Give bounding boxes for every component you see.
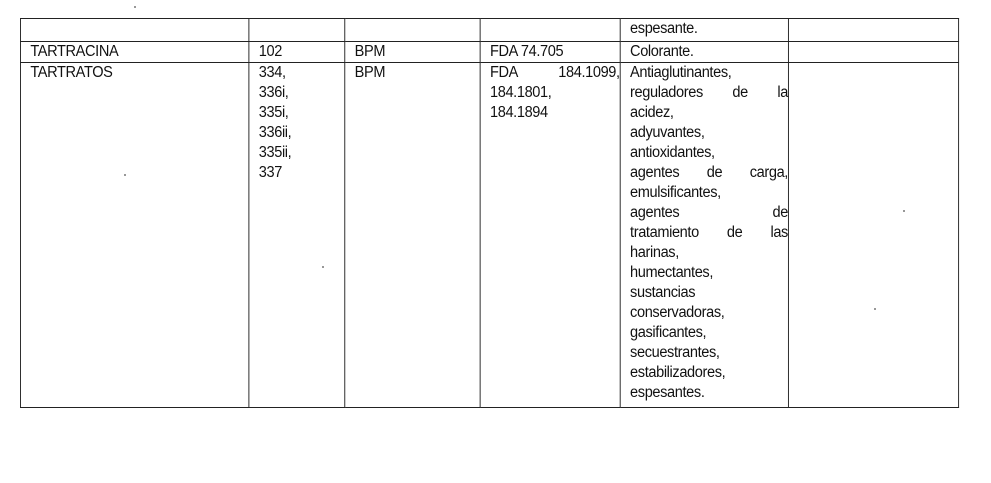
cell-max-level: BPM [345, 42, 480, 63]
function-line: adyuvantes, [630, 124, 705, 141]
table-row [20, 42, 958, 63]
cell-notes [788, 42, 958, 63]
function-line: antioxidantes, [630, 144, 715, 161]
cell-function [620, 42, 788, 63]
function-line: conservadoras, [630, 304, 725, 321]
scan-speck [874, 308, 876, 310]
cell-ins-number [249, 19, 345, 42]
scan-speck [134, 6, 136, 8]
function-line: espesantes. [630, 384, 705, 401]
function-line: reguladores de la [630, 84, 788, 101]
cell-function [620, 63, 788, 408]
cell-additive-name [20, 19, 248, 42]
function-line: Antiaglutinantes, [630, 64, 732, 81]
cell-additive-name: TARTRACINA [20, 42, 248, 63]
cell-max-level: BPM [345, 63, 480, 408]
function-line: espesante. [630, 20, 698, 37]
cell-reference [480, 63, 620, 408]
ins-line: 336ii, [258, 124, 292, 141]
cell-ins-number [249, 42, 345, 63]
cell-additive-name: TARTRATOS [20, 63, 248, 408]
function-line: secuestrantes, [630, 344, 720, 361]
cell-notes [788, 63, 958, 408]
function-line: agentes de carga, [630, 164, 788, 181]
table-row [20, 63, 958, 408]
scan-speck [322, 266, 324, 268]
cell-function [620, 19, 788, 42]
cell-max-level [345, 19, 480, 42]
function-line: estabilizadores, [630, 364, 726, 381]
function-line: agentes de [630, 204, 788, 221]
function-line: acidez, [630, 104, 674, 121]
reference-line: 184.1894 [490, 104, 548, 121]
cell-notes [788, 19, 958, 42]
ins-line: 334, [258, 64, 286, 81]
reference-line: FDA 184.1099, [490, 64, 620, 81]
ins-line: 336i, [258, 84, 289, 101]
function-line: humectantes, [630, 264, 714, 281]
table-row [20, 19, 958, 42]
ins-line: 337 [258, 164, 282, 181]
additives-table [20, 18, 959, 408]
function-line: tratamiento de las [630, 224, 788, 241]
cell-reference [480, 19, 620, 42]
cell-ins-number [249, 63, 345, 408]
function-line: emulsificantes, [630, 184, 721, 201]
reference-line: FDA 74.705 [490, 43, 564, 60]
scan-speck [124, 174, 126, 176]
reference-line: 184.1801, [490, 84, 552, 101]
ins-line: 335i, [258, 104, 289, 121]
cell-reference [480, 42, 620, 63]
function-line: Colorante. [630, 43, 694, 60]
function-line: gasificantes, [630, 324, 707, 341]
scan-speck [903, 210, 905, 212]
ins-line: 335ii, [258, 144, 292, 161]
function-line: sustancias [630, 284, 696, 301]
function-line: harinas, [630, 244, 679, 261]
ins-line: 102 [258, 43, 282, 60]
